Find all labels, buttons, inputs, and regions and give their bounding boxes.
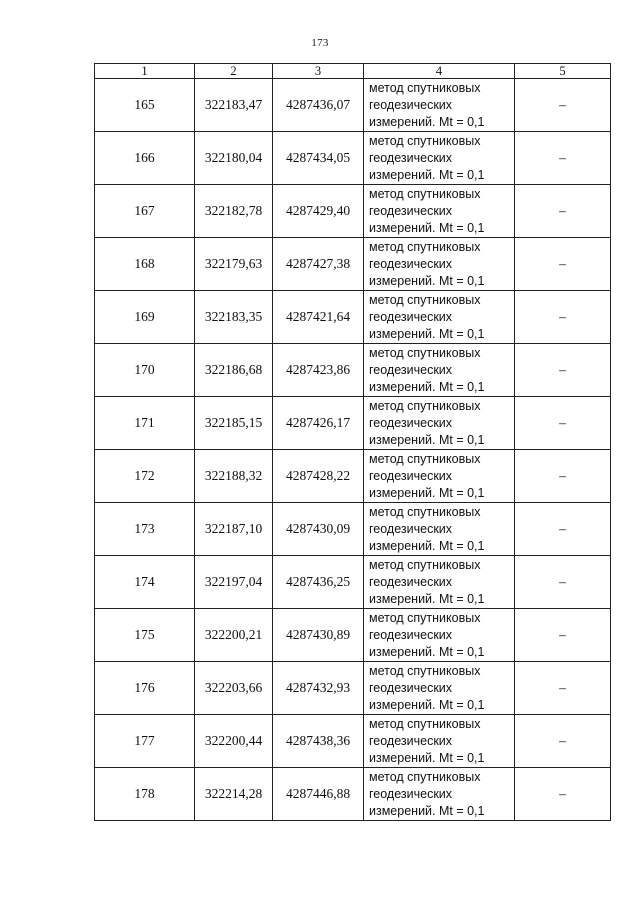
y-coordinate-cell: 4287427,38 bbox=[273, 238, 364, 291]
header-row bbox=[95, 64, 611, 79]
column-header-2: 2 bbox=[195, 64, 273, 79]
y-coordinate-cell: 4287434,05 bbox=[273, 132, 364, 185]
page-number: 173 bbox=[311, 37, 329, 49]
method-line-1: метод спутниковых bbox=[369, 769, 481, 784]
note-cell: – bbox=[515, 132, 611, 185]
method-line-2: геодезических bbox=[369, 150, 453, 165]
y-coordinate-cell: 4287438,36 bbox=[273, 715, 364, 768]
method-line-1: метод спутниковых bbox=[369, 610, 481, 625]
x-coordinate-cell: 322187,10 bbox=[195, 503, 273, 556]
table-row bbox=[95, 715, 611, 768]
note-cell: – bbox=[515, 79, 611, 132]
method-cell bbox=[364, 503, 515, 556]
table-row bbox=[95, 397, 611, 450]
method-line-3: измерений. Mt = 0,1 bbox=[369, 644, 485, 659]
method-line-1: метод спутниковых bbox=[369, 504, 481, 519]
x-coordinate-cell: 322179,63 bbox=[195, 238, 273, 291]
method-line-1: метод спутниковых bbox=[369, 345, 481, 360]
table-row bbox=[95, 132, 611, 185]
method-line-2: геодезических bbox=[369, 786, 453, 801]
method-line-3: измерений. Mt = 0,1 bbox=[369, 697, 485, 712]
table-row bbox=[95, 662, 611, 715]
table-row bbox=[95, 450, 611, 503]
method-cell bbox=[364, 450, 515, 503]
table-row bbox=[95, 238, 611, 291]
y-coordinate-cell: 4287436,07 bbox=[273, 79, 364, 132]
column-header-3: 3 bbox=[273, 64, 364, 79]
method-cell bbox=[364, 556, 515, 609]
y-coordinate-cell: 4287423,86 bbox=[273, 344, 364, 397]
method-line-1: метод спутниковых bbox=[369, 186, 481, 201]
method-cell bbox=[364, 238, 515, 291]
method-line-3: измерений. Mt = 0,1 bbox=[369, 167, 485, 182]
y-coordinate-cell: 4287436,25 bbox=[273, 556, 364, 609]
x-coordinate-cell: 322183,47 bbox=[195, 79, 273, 132]
method-cell bbox=[364, 132, 515, 185]
table-row bbox=[95, 609, 611, 662]
method-cell bbox=[364, 397, 515, 450]
method-line-1: метод спутниковых bbox=[369, 716, 481, 731]
method-line-1: метод спутниковых bbox=[369, 292, 481, 307]
table-row bbox=[95, 503, 611, 556]
method-line-1: метод спутниковых bbox=[369, 80, 481, 95]
method-cell bbox=[364, 79, 515, 132]
method-line-3: измерений. Mt = 0,1 bbox=[369, 591, 485, 606]
x-coordinate-cell: 322180,04 bbox=[195, 132, 273, 185]
table-row bbox=[95, 79, 611, 132]
method-cell bbox=[364, 344, 515, 397]
point-number-cell: 175 bbox=[95, 609, 195, 662]
method-line-2: геодезических bbox=[369, 680, 453, 695]
point-number-cell: 172 bbox=[95, 450, 195, 503]
x-coordinate-cell: 322188,32 bbox=[195, 450, 273, 503]
y-coordinate-cell: 4287430,09 bbox=[273, 503, 364, 556]
point-number-cell: 165 bbox=[95, 79, 195, 132]
point-number-cell: 176 bbox=[95, 662, 195, 715]
method-cell bbox=[364, 185, 515, 238]
x-coordinate-cell: 322214,28 bbox=[195, 768, 273, 821]
coordinates-table bbox=[94, 63, 611, 821]
point-number-cell: 171 bbox=[95, 397, 195, 450]
method-line-2: геодезических bbox=[369, 468, 453, 483]
table-row bbox=[95, 556, 611, 609]
method-line-2: геодезических bbox=[369, 203, 453, 218]
point-number-cell: 177 bbox=[95, 715, 195, 768]
method-line-1: метод спутниковых bbox=[369, 557, 481, 572]
y-coordinate-cell: 4287421,64 bbox=[273, 291, 364, 344]
point-number-cell: 170 bbox=[95, 344, 195, 397]
method-line-2: геодезических bbox=[369, 362, 453, 377]
x-coordinate-cell: 322197,04 bbox=[195, 556, 273, 609]
point-number-cell: 166 bbox=[95, 132, 195, 185]
method-line-2: геодезических bbox=[369, 415, 453, 430]
method-cell bbox=[364, 662, 515, 715]
point-number-cell: 178 bbox=[95, 768, 195, 821]
method-line-3: измерений. Mt = 0,1 bbox=[369, 432, 485, 447]
table-row bbox=[95, 291, 611, 344]
table-row bbox=[95, 768, 611, 821]
note-cell: – bbox=[515, 291, 611, 344]
method-line-3: измерений. Mt = 0,1 bbox=[369, 803, 485, 818]
y-coordinate-cell: 4287428,22 bbox=[273, 450, 364, 503]
method-line-2: геодезических bbox=[369, 97, 453, 112]
x-coordinate-cell: 322186,68 bbox=[195, 344, 273, 397]
note-cell: – bbox=[515, 450, 611, 503]
method-line-2: геодезических bbox=[369, 256, 453, 271]
table-row bbox=[95, 344, 611, 397]
method-line-3: измерений. Mt = 0,1 bbox=[369, 273, 485, 288]
point-number-cell: 174 bbox=[95, 556, 195, 609]
method-line-3: измерений. Mt = 0,1 bbox=[369, 220, 485, 235]
method-line-3: измерений. Mt = 0,1 bbox=[369, 485, 485, 500]
method-line-1: метод спутниковых bbox=[369, 451, 481, 466]
point-number-cell: 169 bbox=[95, 291, 195, 344]
method-line-1: метод спутниковых bbox=[369, 239, 481, 254]
note-cell: – bbox=[515, 662, 611, 715]
method-line-3: измерений. Mt = 0,1 bbox=[369, 326, 485, 341]
method-line-1: метод спутниковых bbox=[369, 133, 481, 148]
method-line-2: геодезических bbox=[369, 733, 453, 748]
column-header-4: 4 bbox=[364, 64, 515, 79]
method-line-2: геодезических bbox=[369, 521, 453, 536]
note-cell: – bbox=[515, 609, 611, 662]
method-cell bbox=[364, 715, 515, 768]
method-cell bbox=[364, 609, 515, 662]
x-coordinate-cell: 322203,66 bbox=[195, 662, 273, 715]
method-line-1: метод спутниковых bbox=[369, 398, 481, 413]
note-cell: – bbox=[515, 503, 611, 556]
table-header bbox=[95, 64, 611, 79]
x-coordinate-cell: 322182,78 bbox=[195, 185, 273, 238]
x-coordinate-cell: 322200,21 bbox=[195, 609, 273, 662]
table-body bbox=[95, 79, 611, 821]
note-cell: – bbox=[515, 397, 611, 450]
method-cell bbox=[364, 768, 515, 821]
y-coordinate-cell: 4287432,93 bbox=[273, 662, 364, 715]
y-coordinate-cell: 4287426,17 bbox=[273, 397, 364, 450]
method-line-2: геодезических bbox=[369, 309, 453, 324]
table-row bbox=[95, 185, 611, 238]
method-line-1: метод спутниковых bbox=[369, 663, 481, 678]
x-coordinate-cell: 322183,35 bbox=[195, 291, 273, 344]
point-number-cell: 173 bbox=[95, 503, 195, 556]
y-coordinate-cell: 4287446,88 bbox=[273, 768, 364, 821]
note-cell: – bbox=[515, 238, 611, 291]
method-line-3: измерений. Mt = 0,1 bbox=[369, 379, 485, 394]
method-line-3: измерений. Mt = 0,1 bbox=[369, 538, 485, 553]
x-coordinate-cell: 322200,44 bbox=[195, 715, 273, 768]
method-line-3: измерений. Mt = 0,1 bbox=[369, 114, 485, 129]
note-cell: – bbox=[515, 556, 611, 609]
note-cell: – bbox=[515, 344, 611, 397]
note-cell: – bbox=[515, 768, 611, 821]
point-number-cell: 167 bbox=[95, 185, 195, 238]
column-header-1: 1 bbox=[95, 64, 195, 79]
method-line-2: геодезических bbox=[369, 574, 453, 589]
note-cell: – bbox=[515, 715, 611, 768]
y-coordinate-cell: 4287430,89 bbox=[273, 609, 364, 662]
x-coordinate-cell: 322185,15 bbox=[195, 397, 273, 450]
method-line-2: геодезических bbox=[369, 627, 453, 642]
method-cell bbox=[364, 291, 515, 344]
y-coordinate-cell: 4287429,40 bbox=[273, 185, 364, 238]
note-cell: – bbox=[515, 185, 611, 238]
point-number-cell: 168 bbox=[95, 238, 195, 291]
column-header-5: 5 bbox=[515, 64, 611, 79]
method-line-3: измерений. Mt = 0,1 bbox=[369, 750, 485, 765]
